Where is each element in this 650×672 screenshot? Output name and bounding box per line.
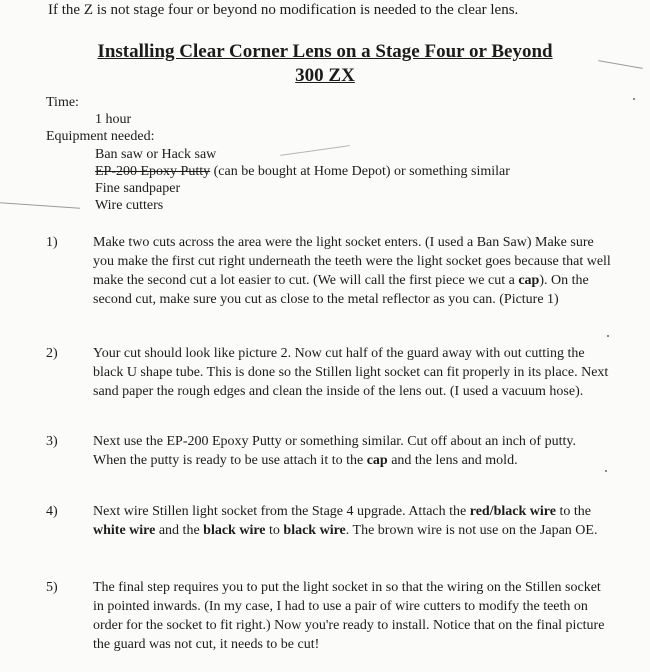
equipment-item: Fine sandpaper (95, 181, 181, 196)
scan-artifact (633, 98, 635, 100)
time-label: Time: (46, 95, 79, 110)
step-text: Make two cuts across the area were the light socket enters. (I used a Ban Saw) Make sure you make the first cut right underneath the teeth were the light socket goes because that well make the second cut a lot easier to cut. (We will call the first piece we cut a cap). On the second cut, make sure you cut as close to the metal reflector as you can. (Picture 1) (93, 235, 611, 307)
step-text: Your cut should look like picture 2. Now cut half of the guard away with out cutting the black U shape tube. This is done so the Stillen light socket can fit properly in its place. Next sand paper the rough edges and clean the inside of the lens out. (I used a vacuum hose). (93, 346, 609, 399)
step-text: Next wire Stillen light socket from the Stage 4 upgrade. Attach the red/black wire to the white wire and the black wire to black wire. The brown wire is not use on the Japan OE. (93, 504, 598, 538)
bold-term: black wire (283, 523, 346, 538)
scan-artifact (605, 470, 607, 472)
bold-term: cap (366, 453, 388, 468)
step-text: Next use the EP-200 Epoxy Putty or something similar. Cut off about an inch of putty. When the putty is ready to be use attach it to the cap and the lens and mold. (93, 434, 576, 468)
scan-artifact (280, 145, 349, 156)
equipment-item-struck: EP-200 Epoxy Putty (95, 164, 211, 179)
step-number: 5) (46, 580, 58, 595)
step-number: 3) (46, 434, 58, 449)
step-number: 1) (46, 235, 58, 250)
equipment-item: Ban saw or Hack saw (95, 147, 217, 162)
bold-term: red/black wire (469, 504, 556, 519)
bold-term: cap (518, 273, 540, 288)
title-line-1: Installing Clear Corner Lens on a Stage Four or Beyond (97, 41, 553, 62)
scan-artifact (0, 202, 80, 209)
title-line-2: 300 ZX (295, 65, 355, 86)
step-number: 2) (46, 346, 58, 361)
scan-artifact (607, 335, 609, 337)
equipment-item: Wire cutters (95, 198, 164, 213)
step-text: The final step requires you to put the light socket in so that the wiring on the Stillen socket in pointed inwards. (In my case, I had to use a pair of wire cutters to modify the teeth on order for the socket to fit right.) Now you're ready to install. Notice that on the final picture the guard was not cut, it needs to be cut! (93, 580, 605, 652)
equipment-item (95, 163, 510, 180)
bold-term: white wire (93, 523, 156, 538)
time-value: 1 hour (95, 112, 132, 127)
step-number: 4) (46, 504, 58, 519)
page-title (0, 40, 650, 88)
intro-note: If the Z is not stage four or beyond no modification is needed to the clear lens. (48, 2, 519, 18)
bold-term: black wire (203, 523, 266, 538)
equipment-item-note: (can be bought at Home Depot) or something similar (213, 164, 510, 179)
equipment-label: Equipment needed: (46, 129, 155, 144)
